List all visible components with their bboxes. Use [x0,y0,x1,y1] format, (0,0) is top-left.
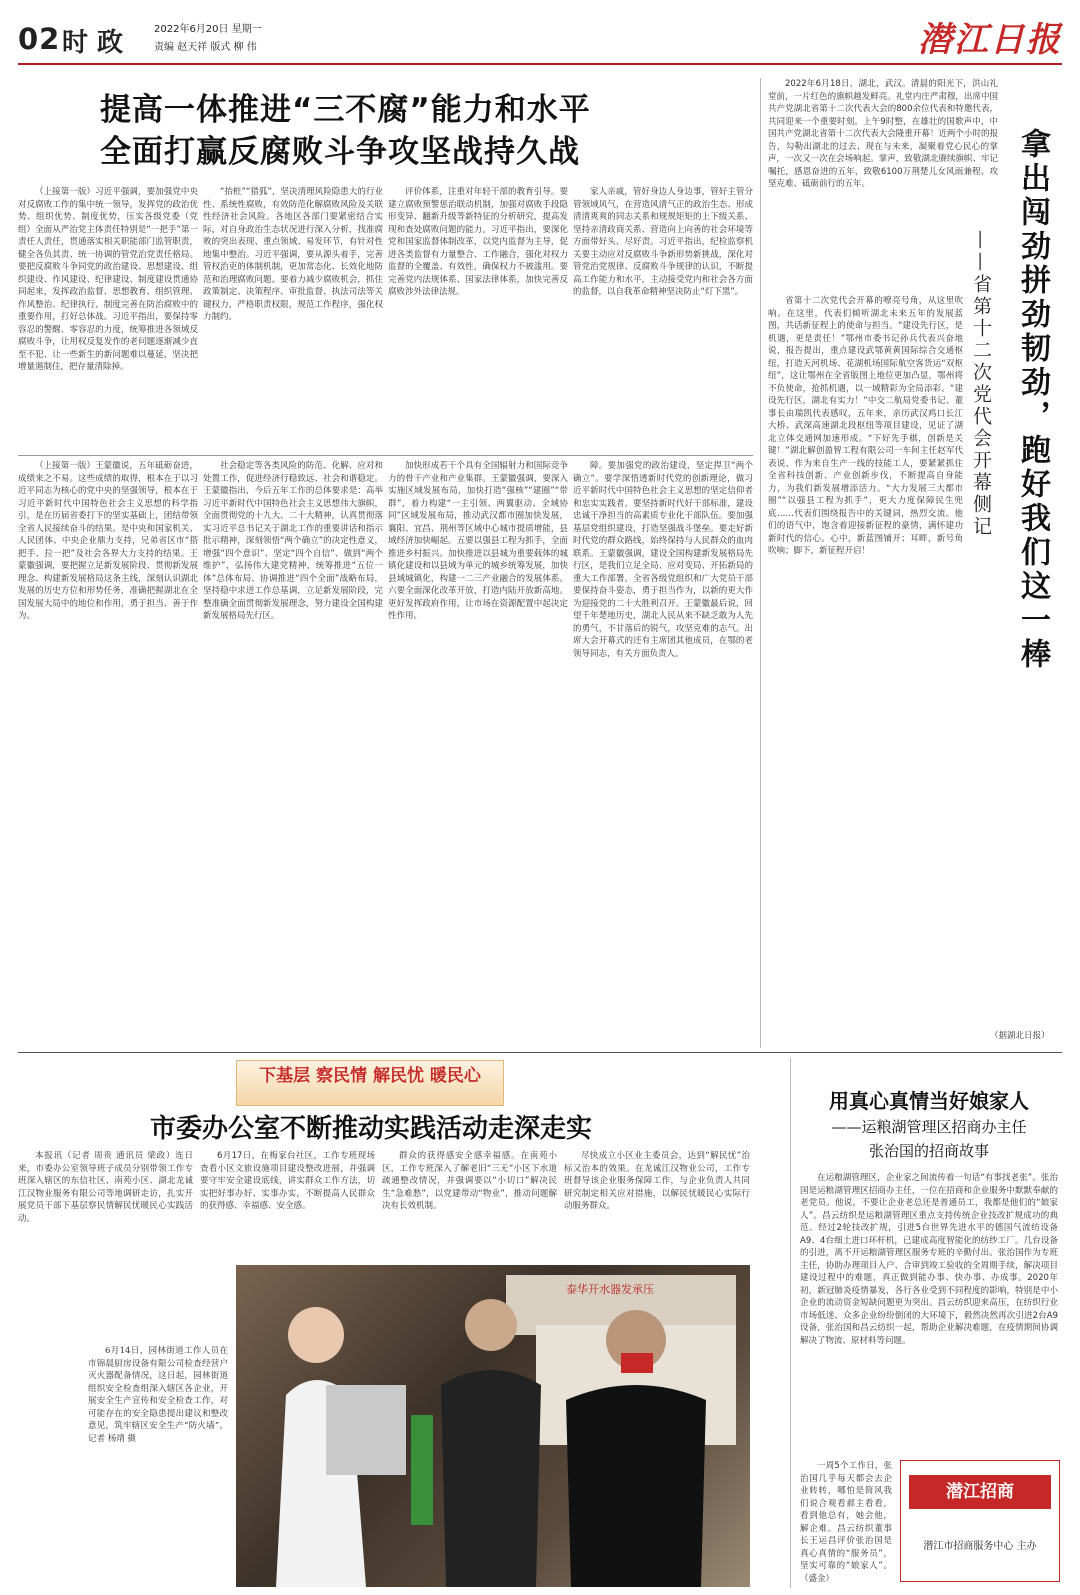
sponsor-box [900,1460,1060,1582]
photo-illustration [236,1265,750,1587]
feature-title: 市委办公室不断推动实践活动走深走实 [150,1114,593,1144]
feature-column-2: 6月17日，在梅家台社区，工作专班现场查看小区文旅设施项目建设整改进展，并强调要守牢安全建设底线，讲实群众工作方法，切实把好事办好、实事办实，不断提高人民群众的获得感、幸福感、安全感。 [200,1151,375,1211]
congress-title: 拿出闯劲拼劲韧劲，跑好我们这一棒 [1015,128,1050,672]
profile-subtitle-2: 张治国的招商故事 [868,1142,989,1160]
lead-column-2: “抬桩”“猎狐”，坚决清理风险隐患大的行业性、系统性腐败，有效防范化解腐败风险及关联性经济社会风险。各地区各部门要紧密结合实际，对自身政治生态状况进行深入分析，找准腐败的突出表现、重点领域、易发环节，有针对性地集中整治。习近平强调，要从源头着手，完善管权治吏的体制机制，更加常态化、长效化地防范和治理腐败问题。要着力减少腐败机会，抓住政策制定、决策程序、审批监督、执法司法等关键权力，严格职责权限，规范工作程序，强化权力制约。 [203,187,383,322]
section-divider [18,1052,1062,1053]
lead2-column-d: 障。要加强党的政治建设，坚定捍卫“两个确立”。要学深悟透新时代党的创新理论，做习近平新时代中国特色社会主义思想的坚定信仰者和忠实实践者。要坚持新时代好干部标准，建设忠诚干净担当的高素质专业化干部队伍。要加强基层党组织建设，打造坚强战斗堡垒。要走好新时代党的群众路线，始终保持与人民群众的血肉联系。王蒙徽强调，建设全国构建新发展格局先行区，是我们立足全局、应对变局、开拓新局的重大工作部署。全省各级党组织和广大党员干部要保持奋斗姿态，勇于担当作为，以新的更大作为迎接党的二十大胜利召开。王蒙徽最后说，回望千年楚地历史，湖北人民从来不缺乏敢为人先的勇气，不甘落后的锐气，攻坚克难的志气。出席大会开幕式的还有主席团其他成员，在鄂的老领导同志，有关方面负责人。 [573,461,753,659]
feature-column-1: 本报讯（记者 周贵 通讯员 梁政）连日来，市委办公室领导班子成员分别带领工作专班深入辖区的东信社区、南苑小区、湖北龙诚江汉物业服务有限公司等地调研走访，扎实开展党员干部下基层察民情解民忧暖民心实践活动。 [18,1151,193,1224]
news-photo [236,1265,750,1587]
header-rule [18,63,1062,65]
column-divider [760,78,761,1048]
page-number: 02 [18,22,61,56]
date-line: 2022年6月20日 星期一 [154,24,262,35]
lead-title-line2: 全面打赢反腐败斗争攻坚战持久战 [100,134,580,170]
lead-column-4: 家人亲戚，管好身边人身边事，管好主管分管领域风气，在营造风清气正的政治生态、形成清清爽爽的同志关系和规规矩矩的上下级关系、坚持亲清政商关系、营造向上向善的社会环境等方面带好头、尽好责。习近平指出，纪检监察机关要主动应对反腐败斗争新形势新挑战，深化对管党治党规律、反腐败斗争规律的认识，不断提高工作能力和水平，主动接受党内和社会各方面的监督，以自我革命精神坚决防止“灯下黑”。 [573,187,753,297]
profile-body: 在运粮湖管理区，企业家之间流传着一句话“有事找老张”。张治国是运粮湖管理区招商办主任，一位在招商和企业服务中默默奉献的老党员。他说，不要让企业老总还是普通员工，我都是他们的“娘家人”。昌云纺织是运粮湖管理区重点支持传统企业技改扩规成功的典范。经过2轮技改扩规，引进5台世界先进水平的德国气流纺设备A9、4台细土进口环杆机，已建成高度智能化的纺纱工厂。几台设备的引进，离不开运粮湖管理区服务专班的辛勤付出。张治国作为专班主任，协助办理项目入户、合审到竣工验收的全周期手续，解决项目建设过程中的难题，真正做到能办事、快办事、办成事。2020年初，新冠肺炎疫情暴发，各行各业受到不同程度的影响，特别是中小企业的流动资金短缺问题更为突出。昌云纺织迎来高压，在纺织行业市场低迷、众多企业纷纷倒闭的大环境下，毅然决然再次引进2台A9设备，张治国和昌云纺织一起，帮助企业解决难题，在疫情期间协调解决了物流、原材料等问题。 [800,1173,1058,1346]
congress-subtitle: ——省第十二次党代会开幕侧记 [970,230,992,538]
column-divider [790,1058,791,1588]
profile-title: 用真心真情当好娘家人 [829,1089,1029,1113]
profile-body-end: 一周5个工作日，张治国几乎每天都会去企业转转，哪怕是简风我们说合观看郝主看看，看到他总有，她会他，解企难。昌云纺织董事长王运昌评价张治国是真心真情的“服务员”，坚实可靠的“娘家人”。（盛金） [800,1461,892,1584]
feature-column-4: 尽快成立小区业主委员会，达到“解民忧”治标又治本的效果。在龙诚江汉物业公司，工作专班督导该企业服务保障工作，与企业负责人共同研究制定相关应对措施，以解民忧暖民心实际行动服务群众。 [564,1151,750,1211]
sponsor-subtitle: 潜江市招商服务中心 主办 [923,1541,1037,1552]
lead-title-line1: 提高一体推进“三不腐”能力和水平 [100,92,591,128]
sponsor-title: 潜江招商 [909,1475,1051,1509]
lead2-column-b: 社会稳定等各类风险的防范、化解、应对和处置工作，促进经济行稳致远、社会和谐稳定。王蒙徽指出，今后五年工作的总体要求是：高举习近平新时代中国特色社会主义思想伟大旗帜，全面贯彻党的十九大、二十大精神，认真贯彻落实习近平总书记关于湖北工作的重要讲话和指示批示精神，深刻领悟“两个确立”的决定性意义，增强“四个意识”、坚定“四个自信”、做到“两个维护”，弘扬伟大建党精神，统筹推进“五位一体”总体布局、协调推进“四个全面”战略布局，坚持稳中求进工作总基调，立足新发展阶段，完整准确全面贯彻新发展理念，努力建设全国构建新发展格局先行区。 [203,461,383,621]
lead2-column-a: （上接第一版）王蒙徽说，五年砥砺奋进，成绩来之不易。这些成绩的取得，根本在于以习近平同志为核心的党中央的坚强领导，根本在于习近平新时代中国特色社会主义思想的科学指引，是在历届省委打下的坚实基础上，团结带领全省人民接续奋斗的结果。是中央和国家机关、人民团体、中央企业鼎力支持，兄弟省区市“搭把手、拉一把”及社会各界大力支持的结果。王蒙徽强调，要把握立足新发展阶段、贯彻新发展理念、构建新发展格局这条主线，深刻认识湖北发展的历史方位和形势任务，准确把握湖北在全国发展大局中的地位和作用，勇于担当、善于作为。 [18,461,198,621]
divider [18,455,753,456]
photo-caption: 6月14日，园林街道工作人员在市锦晨厨房设备有限公司检查经营户灭火器配备情况，这日起，园林街道组织安全检查组深入辖区各企业，开展安全生产宣传和安全检查工作，对可能存在的安全隐患提出建议和整改意见，筑牢辖区安全生产“防火墙”。记者 杨靖 摄 [88,1346,228,1444]
lead2-column-c: 加快形成若干个具有全国辐射力和国际竞争力的骨干产业和产业集群。王蒙徽强调，要深入实施区域发展布局，加快打造“强核”“建圈”“带群”，着力构建“一主引领、两翼驱动、全域协同”区域发展布局，推动武汉都市圈加快发展，襄阳、宜昌、荆州等区域中心城市提质增能，县域经济加快崛起。五要以强县工程为抓手，全面推进乡村振兴。加快推进以县城为重要载体的城镇化建设和以县域为单元的城乡统筹发展，加快县域城镇化，构建一二三产业融合的发展体系。六要全面深化改革开放，打造内陆开放新高地。更好发挥政府作用，让市场在资源配置中起决定性作用。 [388,461,568,621]
profile-subtitle-1: ——运粮湖管理区招商办主任 [831,1118,1027,1136]
editor-line: 责编 赵天祥 版式 柳 伟 [154,42,257,53]
congress-body: 省第十二次党代会开幕的嘹亮号角，从这里吹响。在这里，代表们倾听湖北未来五年的发展蓝图，共话新征程上的使命与担当。“建设先行区，是机遇，更是责任！”鄂州市委书记孙兵代表兴奋地说，报告提出，重点建设武鄂黄黄国际综合交通枢纽，打造天河机场、花湖机场国际航空客货运“双枢纽”，这让鄂州在全省版图上地位更加凸显，鄂州将不负使命，抢抓机遇，以一域精彩为全局添彩。“建设先行区，湖北有实力！”中交二航局党委书记、董事长由瑞凯代表感叹，五年来，亲历武汉鸡口长江大桥、武深高速湖北段枢纽等项目建设，见证了湖北立体交通网加速形成。“下好先手棋，创新是关键！”湖北解创盈智工程有限公司一车间主任赵军代表说，作为来自生产一线的技能工人，要紧紧抓住全省科技创新、产业创新步伐，不断提高自身能力，为我们新发展增添活力。“大力发展三大都市圈”“以强县工程为抓手”，更大力度保障民生兜底……代表们围绕报告中的关键词，热烈交流。他们的语气中，饱含着迎接新征程的豪情，满怀建功新时代的信心。心中，新蓝图铺开；耳畔，新号角吹响；脚下，新征程开启！ [768,296,963,556]
lead-column-1: （上接第一版）习近平强调，要加强党中央对反腐败工作的集中统一领导，发挥党的政治优势、组织优势、制度优势，压实各级党委（党组）全面从严治党主体责任特别是“一把手”第一责任人责任，贯通落实相关职能部门监管职责，健全各负其责、统一协调的管党治党责任格局。要把反腐败斗争同党的政治建设、思想建设、组织建设、作风建设、纪律建设、制度建设贯通协同起来，发挥政治监督、思想教育、组织管理、作风整治、纪律执行、制度完善在防治腐败中的重要作用，打好总体战。习近平指出，要保持零容忍的警醒、零容忍的力度，统筹推进各领域反腐败斗争，让用权反复发作的老问题逐渐减少直至不犯、让一些新生的新问题难以蔓延，坚决把增量遏制住，把存量清除掉。 [18,187,198,372]
congress-intro: 2022年6月18日，湖北，武汉。清晨的阳光下，洪山礼堂前，一片红色的旗帜越发鲜亮。礼堂内庄严肃穆，出席中国共产党湖北省第十二次代表大会的800余位代表和特邀代表，共同迎来一个重要时刻。上午9时整，在雄壮的国歌声中，中国共产党湖北省第十二次代表大会隆重开幕！近两个小时的报告，勾勒出湖北的过去、现在与未来，凝聚着党心民心的掌声，一次又一次在会场响起。掌声，致敬湖北赓续旗帜、牢记嘱托，感恩奋进的五年，致敬6100万荆楚儿女风雨兼程、攻坚克难、砥砺前行的五年。 [768,79,998,189]
feature-column-3: 群众的获得感安全感幸福感。在南苑小区，工作专班深入了解老旧“三无”小区下水道疏通整改情况，并强调要以“小切口”解决民生“急难愁”，以党建带动“物业”，推动问题解决有长效机制。 [382,1151,557,1211]
section-name: 时 政 [62,28,124,58]
campaign-banner: 下基层 察民情 解民忧 暖民心 [236,1060,504,1106]
newspaper-logo: 潜江日报 [918,20,1062,60]
lead-column-3: 评价体系，注重对年轻干部的教育引导。要建立腐败预警惩治联动机制，加强对腐败手段隐形变异、翻新升级等新特征的分析研究，提高发现和查处腐败问题的能力。习近平指出，要深化党和国家监督体制改革，以党内监督为主导，促进各类监督有力量整合、工作融合，强化对权力监督的全覆盖、有效性，确保权力不被滥用。要完善党内法规体系、国家法律体系，加快完善反腐败涉外法律法规。 [388,187,568,297]
congress-source: （据湖北日报） [990,1031,1050,1041]
photo-sign: 泰华开水器发承压 [566,1283,654,1296]
